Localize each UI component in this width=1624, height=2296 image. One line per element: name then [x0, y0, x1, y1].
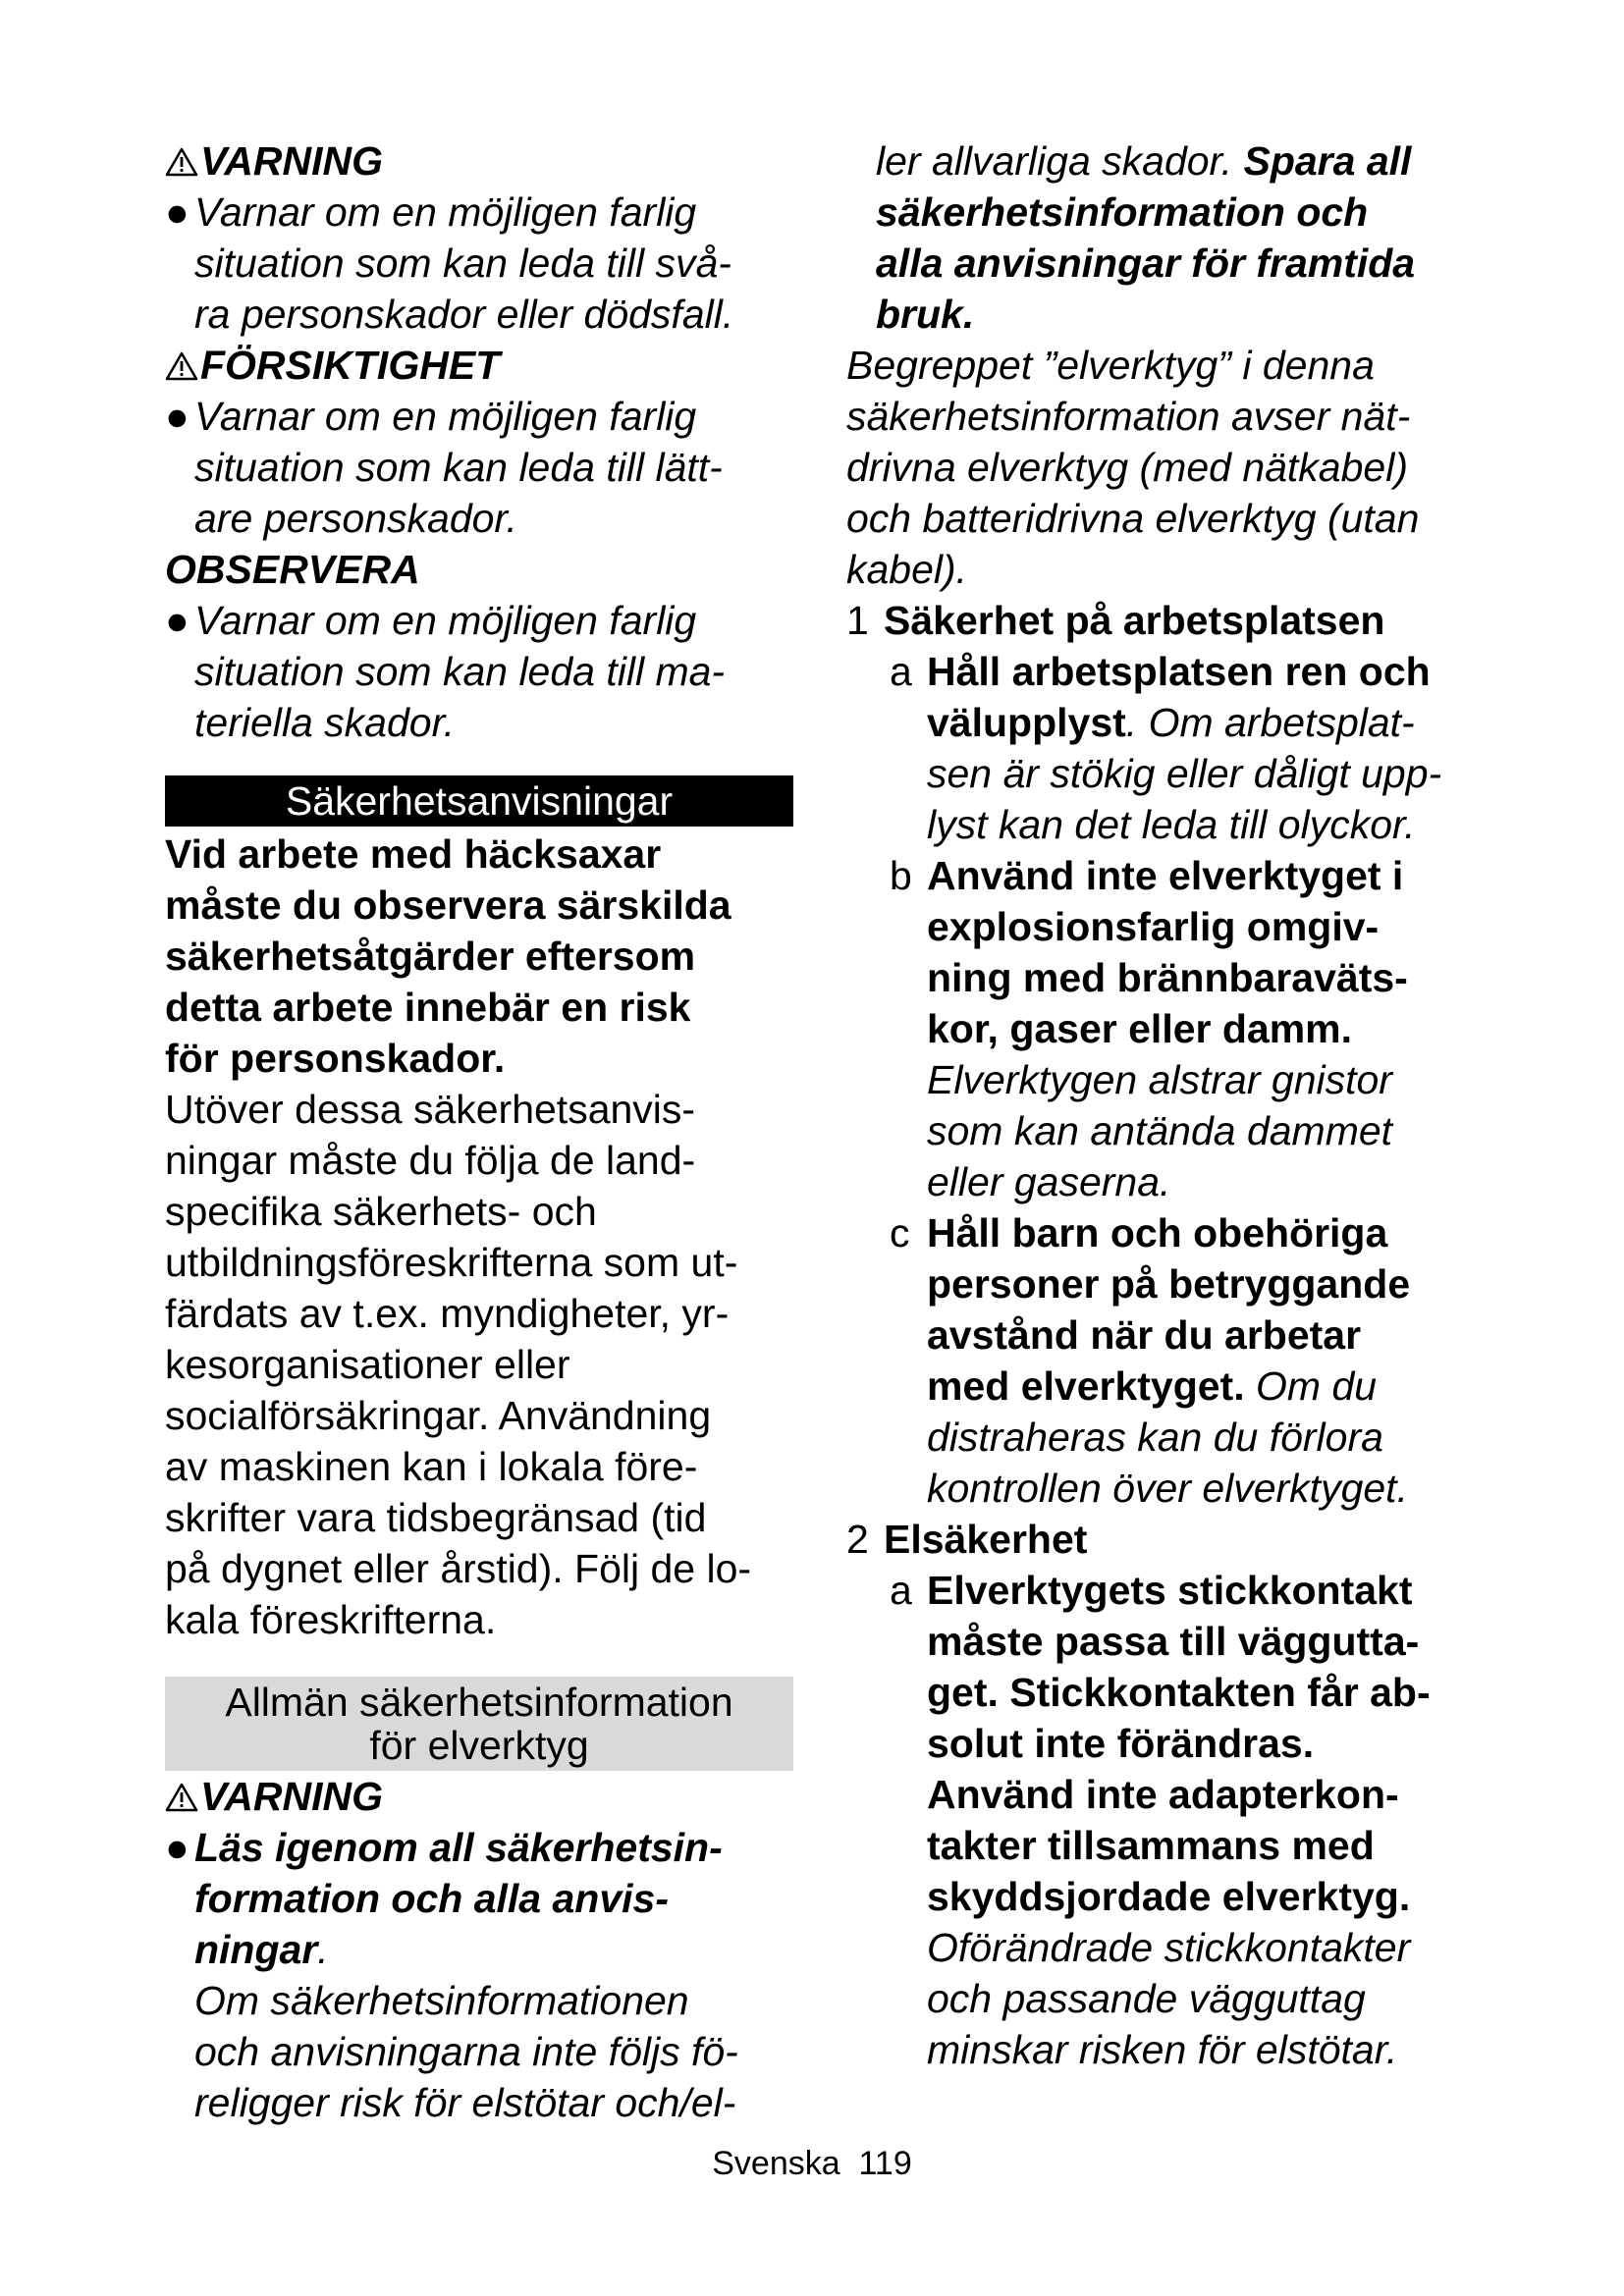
section-1c: c Håll barn och obehöriga personer på betryggande avstånd när du arbetar med elverktyget. Om du distraheras kan du förlora kontrollen över elverktyget. [890, 1210, 1411, 1511]
warning-triangle-icon [165, 147, 198, 177]
section-2a: a Elverktygets stickkontakt måste passa till väggutta- get. Stickkontakten får ab- solut inte förändras. Använd inte adapterkon- takter tillsammans med skyddsjordade elverktyg. Oförändrade stickkontakter och passande vägguttag minskar risken för elstötar. [890, 1568, 1431, 2072]
bullet-icon: ● [165, 189, 189, 235]
page-number: 119 [858, 2145, 912, 2182]
section-heading-safety-instructions: Säkerhetsanvisningar [165, 775, 793, 827]
page-footer [0, 2144, 1624, 2183]
section-1b: b Använd inte elverktyget i explosionsfarlig omgiv- ning med brännbaraväts- kor, gaser eller damm. Elverktygen alstrar gnistor som kan antända dammet eller gaserna. [890, 853, 1408, 1204]
power-tool-definition: Begreppet ”elverktyg” i denna säkerhetsinformation avser nät- drivna elverktyg (med nätkabel) och batteridrivna elverktyg (utan kabel). [846, 343, 1420, 592]
warning-triangle-icon [165, 351, 198, 381]
intro-bold-paragraph: Vid arbete med häcksaxar måste du observera särskilda säkerhetsåtgärder eftersom detta arbete innebär en risk för personskador. [165, 831, 731, 1081]
left-column [165, 135, 793, 2128]
intro-paragraph: Utöver dessa säkerhetsanvis- ningar måste du följa de land- specifika säkerhets- och utbildningsföreskrifterna som ut- färdats av t.ex. myndigheter, yr- kesorganisationer eller socialförsäkringar. Användning av maskinen kan i lokala före- skrifter vara tidsbegränsad (tid på dygnet eller årstid). Följ de lo- kala föreskrifterna. [165, 1087, 752, 1642]
footer-language: Svenska [712, 2145, 840, 2182]
read-all-instructions-item: ● Läs igenom all säkerhetsin- formation och alla anvis- ningar. Om säkerhetsinformationen och anvisningarna inte följs fö- religger risk för elstötar och/el- [165, 1822, 793, 2128]
section-2-heading: 2 Elsäkerhet [846, 1517, 1088, 1562]
continued-warning-text: ler allvarliga skador. Spara all säkerhetsinformation och alla anvisningar för framtida bruk. [876, 138, 1416, 337]
note-heading: OBSERVERA [165, 547, 420, 592]
section-heading-general-safety: Allmän säkerhetsinformation för elverktyg [165, 1677, 793, 1771]
section-1a: a Håll arbetsplatsen ren och välupplyst. Om arbetsplat- sen är stökig eller dåligt upp- lyst kan det leda till olyckor. [890, 649, 1442, 847]
caution-description: ● Varnar om en möjligen farlig situation som kan leda till lätt- are personskador. [165, 391, 793, 544]
warning-triangle-icon [165, 1783, 198, 1812]
bullet-icon: ● [165, 1825, 189, 1870]
bullet-icon: ● [165, 598, 189, 643]
right-column [846, 135, 1485, 2075]
warning-heading-2: VARNING [165, 1771, 793, 1822]
note-description: ● Varnar om en möjligen farlig situation som kan leda till ma- teriella skador. [165, 595, 793, 748]
caution-heading: FÖRSIKTIGHET [165, 340, 793, 391]
warning-heading: VARNING [165, 135, 793, 187]
warning-description: ● Varnar om en möjligen farlig situation som kan leda till svå- ra personskador eller dödsfall. [165, 187, 793, 340]
section-1-heading: 1 Säkerhet på arbetsplatsen [846, 598, 1385, 643]
bullet-icon: ● [165, 394, 189, 439]
